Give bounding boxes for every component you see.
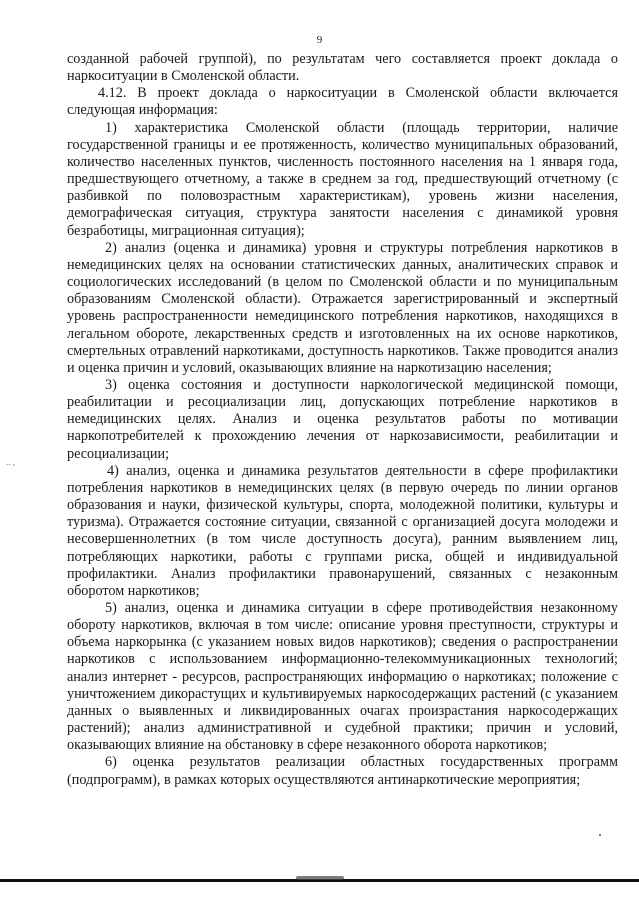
paragraph-continuation: созданной рабочей группой), по результатам чего составляется проект доклада о наркоситуации в Смоленской области. <box>67 51 618 85</box>
scan-artifact-mark: .. , <box>6 457 15 467</box>
scan-artifact-dot <box>599 834 601 836</box>
list-item-3: 3) оценка состояния и доступности наркологической медицинской помощи, реабилитации и ресоциализации лиц, допускающих потребление наркотиков в немедицинских целях. Анализ и оценка результатов работы по мотивации наркопотребителей к прохождению лечения от наркозависимости, реабилитации и ресоциализации; <box>67 376 618 462</box>
scan-bottom-smudge <box>296 876 344 880</box>
list-item-6: 6) оценка результатов реализации областных государственных программ (подпрограмм), в рамках которых осуществляются антинаркотические мероприятия; <box>67 754 618 788</box>
list-item-5: 5) анализ, оценка и динамика ситуации в сфере противодействия незаконному обороту наркотиков, включая в том числе: описание уровня преступности, структуры и объема наркорынка (с указанием новых видов наркотиков); сведения о распространении наркотиков с использованием информационно-телекоммуникационных технологий; анализ интернет - ресурсов, распространяющих информацию о наркотиках; положение с уничтожением дикорастущих и культивируемых наркосодержащих растений (с указанием данных о выявленных и ликвидированных очагах произрастания наркосодержащих растений); анализ административной и судебной практики; причин и условий, оказывающих влияние на обстановку в сфере незаконного оборота наркотиков; <box>67 600 618 754</box>
document-body <box>67 51 618 789</box>
list-item-4: 4) анализ, оценка и динамика результатов деятельности в сфере профилактики потребления наркотиков в немедицинских целях (в первую очередь по линии органов образования и науки, физической культуры, спорта, молодежной политики, культуры и туризма). Отражается состояние ситуации, связанной с организацией досуга молодежи и несовершеннолетних (в том числе доступность досуга), ранним выявлением лиц, потребляющих наркотики, работы с группами риска, общей и индивидуальной профилактики. Анализ профилактики правонарушений, связанных с незаконным оборотом наркотиков; <box>67 462 618 599</box>
paragraph-section-4-12: 4.12. В проект доклада о наркоситуации в Смоленской области включается следующая информация: <box>67 85 618 119</box>
page-number: 9 <box>316 34 323 46</box>
list-item-1: 1) характеристика Смоленской области (площадь территории, наличие государственной границы и ее протяженность, количество муниципальных образований, количество населенных пунктов, численность постоянного населения на 1 января года, предшествующего отчетному, а также в среднем за год, предшествующий отчетному (с разбивкой по половозрастным характеристикам), уровень жизни населения, демографическая ситуация, структура занятости населения с динамикой уровня безработицы, миграционная ситуация); <box>67 119 618 239</box>
list-item-2: 2) анализ (оценка и динамика) уровня и структуры потребления наркотиков в немедицинских целях на основании статистических данных, аналитических справок и социологических исследований (в целом по Смоленской области и по муниципальным образованиям Смоленской области). Отражается зарегистрированный и экспертный уровень распространенности немедицинского потребления наркотиков, находящихся в легальном обороте, лекарственных средств и изготовленных на их основе наркотиков, смертельных отравлений наркотиками, доступность наркотиков. Также проводится анализ и оценка причин и условий, оказывающих влияние на наркотизацию населения; <box>67 239 618 376</box>
